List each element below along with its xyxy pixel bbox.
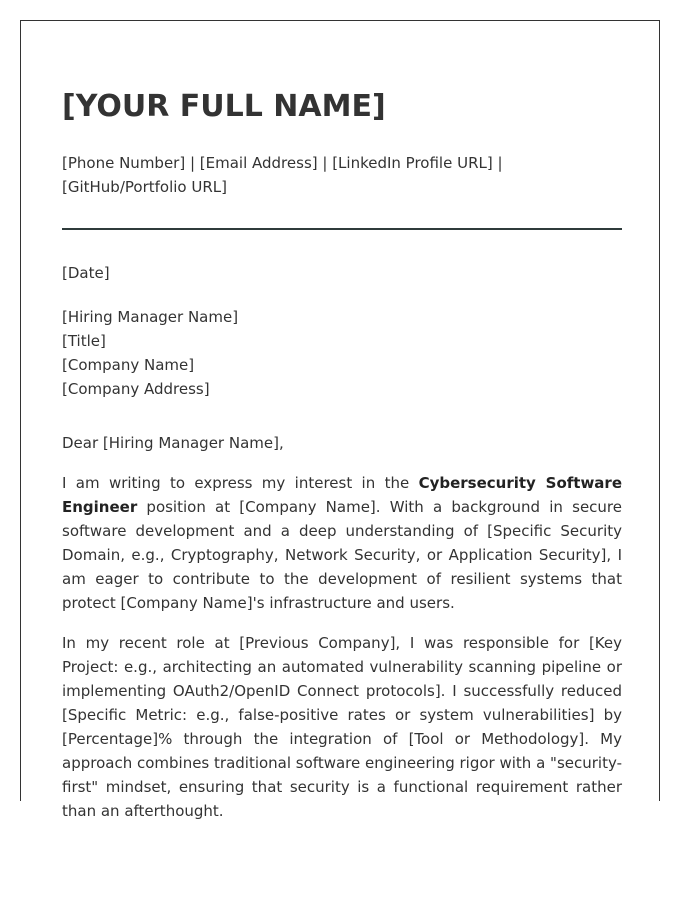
p1-rest-text: position at [Company Name]. With a background in secure software development and a deep understanding of [Specific Security Domain, e.g., Cryptography, Network Security, or Application Security], I am eager to contribute to the development of resilient systems that protect [Company Name]'s infrastructure and users. [62,498,622,612]
recipient-company: [Company Name] [62,356,195,374]
body-paragraph-2: In my recent role at [Previous Company], I was responsible for [Key Project: e.g., architecting an automated vulnerability scanning pipeline or implementing OAuth2/OpenID Connect protocols]. I successfully reduced [Specific Metric: e.g., false-positive rates or system vulnerabilities] by [Percentage]% through the integration of [Tool or Methodology]. My approach combines traditional software engineering rigor with a "security-first" mindset, ensuring that security is a functional requirement rather than an afterthought. [62,634,622,820]
contact-line: [Phone Number] | [Email Address] | [LinkedIn Profile URL] | [GitHub/Portfolio URL] [62,154,503,196]
recipient-title: [Title] [62,332,106,350]
recipient-block [62,305,238,401]
salutation: Dear [Hiring Manager Name], [62,434,284,452]
body-paragraph-1 [62,471,622,615]
letter-page [20,20,660,820]
recipient-manager: [Hiring Manager Name] [62,308,239,326]
p1-position-title: Cybersecurity Software Engineer [62,474,622,516]
header-divider [62,228,622,230]
recipient-address: [Company Address] [62,380,210,398]
applicant-name: [YOUR FULL NAME] [62,89,386,124]
p1-intro-text: I am writing to express my interest in the [62,474,419,492]
letter-date: [Date] [62,264,110,282]
